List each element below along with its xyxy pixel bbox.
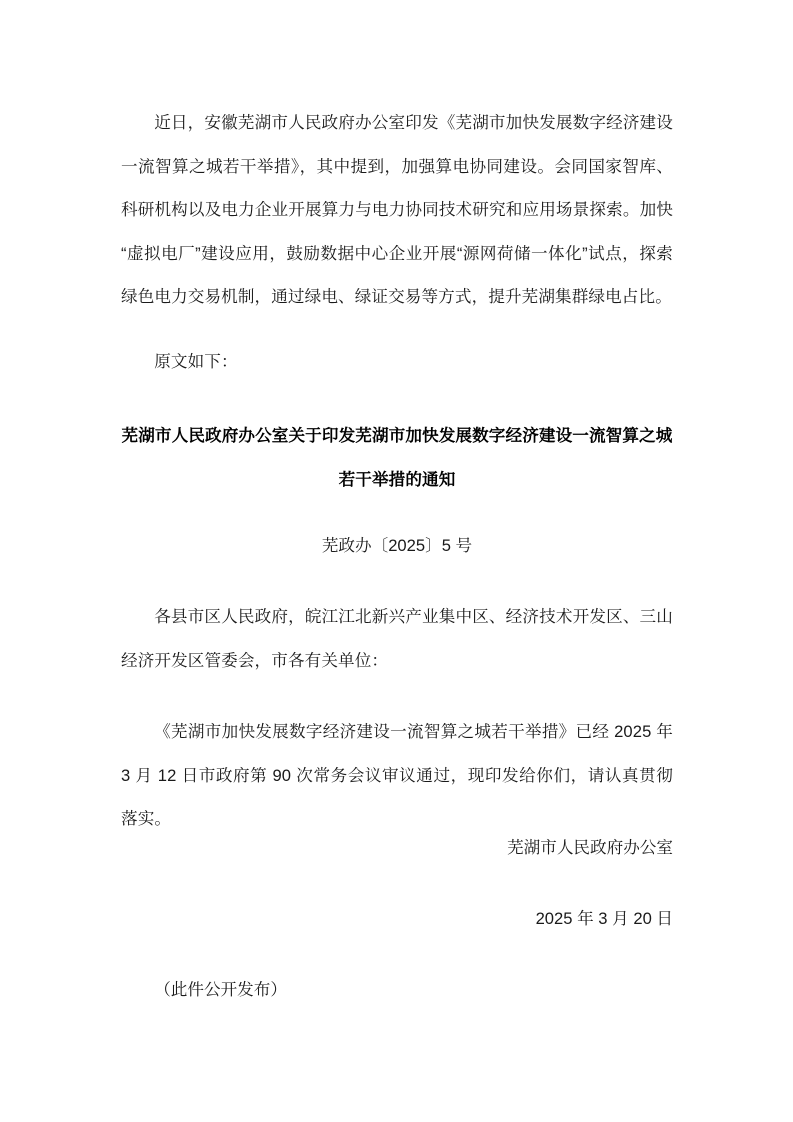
signature-organization: 芜湖市人民政府办公室 (507, 838, 673, 857)
signature-date: 2025 年 3 月 20 日 (535, 909, 673, 928)
body-paragraph: 《芜湖市加快发展数字经济建设一流智算之城若干举措》已经 2025 年 3 月 12 日市政府第 90 次常务会议审议通过，现印发给你们，请认真贯彻落实。 (121, 722, 673, 828)
document-title: 芜湖市人民政府办公室关于印发芜湖市加快发展数字经济建设一流智算之城若干举措的通知 (121, 426, 673, 489)
publish-note: （此件公开发布） (154, 980, 287, 999)
original-text-note: 原文如下： (154, 352, 238, 371)
document-number: 芜政办〔2025〕5 号 (321, 536, 473, 555)
lead-paragraph: 近日，安徽芜湖市人民政府办公室印发《芜湖市加快发展数字经济建设一流智算之城若干举措》，其中提到，加强算电协同建设。会同国家智库、科研机构以及电力企业开展算力与电力协同技术研究和应用场景探索。加快“虚拟电厂”建设应用，鼓励数据中心企业开展“源网荷储一体化”试点，探索绿色电力交易机制，通过绿电、绿证交易等方式，提升芜湖集群绿电占比。 (121, 113, 673, 306)
salutation: 各县市区人民政府，皖江江北新兴产业集中区、经济技术开发区、三山经济开发区管委会，市各有关单位： (121, 607, 673, 670)
